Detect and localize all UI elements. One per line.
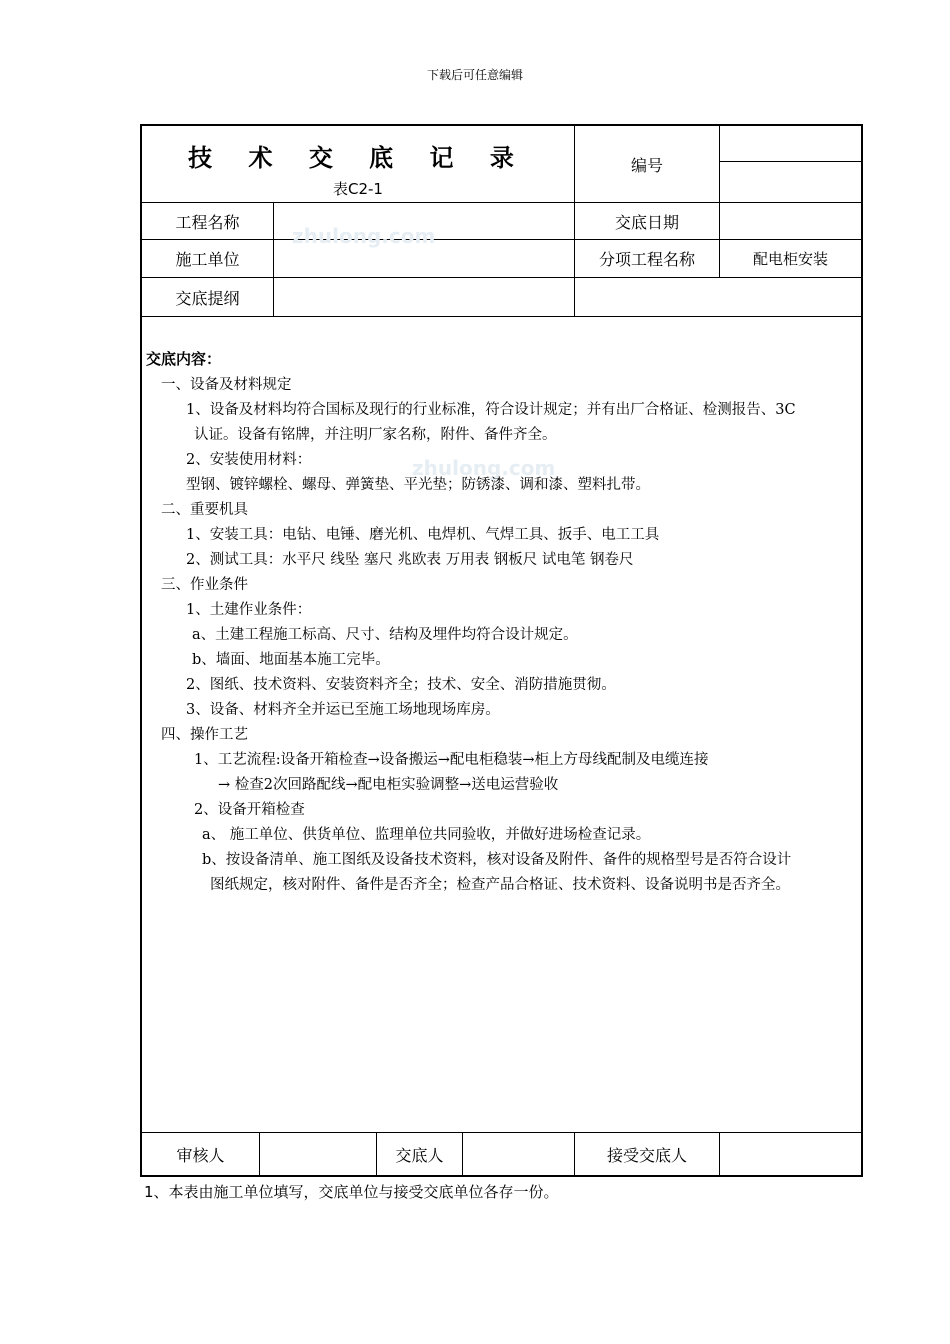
form-title: 技 术 交 底 记 录	[188, 144, 528, 172]
project-name-label: 工程名称	[175, 212, 240, 232]
disclosure-form	[140, 124, 863, 1177]
content-heading: 交底内容：	[146, 350, 222, 368]
content-line: a、土建工程施工标高、尺寸、结构及埋件均符合设计规定。	[192, 627, 578, 643]
content-line: 三、作业条件	[161, 577, 248, 593]
form-code: 表C2-1	[333, 180, 383, 198]
content-line: b、墙面、地面基本施工完毕。	[192, 652, 390, 668]
rule	[142, 316, 861, 317]
content-line: a、 施工单位、供货单位、监理单位共同验收，并做好进场检查记录。	[202, 827, 651, 843]
content-line: 1、土建作业条件：	[186, 602, 312, 618]
watermark-text: zhulong.com	[412, 456, 556, 480]
discloser-label: 交底人	[395, 1145, 444, 1165]
outline-field[interactable]	[274, 278, 861, 316]
reviewer-field[interactable]	[260, 1133, 376, 1175]
discloser-field[interactable]	[463, 1133, 574, 1175]
number-label: 编号	[630, 155, 663, 175]
content-line: 3、设备、材料齐全并运已至施工场地现场库房。	[186, 702, 500, 718]
reviewer-label: 审核人	[176, 1145, 225, 1165]
outline-label: 交底提纲	[175, 288, 240, 308]
content-line: 一、设备及材料规定	[161, 377, 292, 393]
content-line: 2、测试工具：水平尺 线坠 塞尺 兆欧表 万用表 钢板尺 试电笔 钢卷尺	[186, 552, 634, 568]
content-line: 图纸规定，核对附件、备件是否齐全；检查产品合格证、技术资料、设备说明书是否齐全。	[210, 877, 790, 893]
sub-project-label: 分项工程名称	[598, 250, 695, 269]
content-line: 1、工艺流程:设备开箱检查→设备搬运→配电柜稳装→柜上方母线配制及电缆连接	[194, 752, 709, 768]
sub-project-value[interactable]: 配电柜安装	[752, 250, 828, 268]
number-field-2[interactable]	[720, 162, 861, 202]
receiver-field[interactable]	[720, 1133, 861, 1175]
content-line: 2、图纸、技术资料、安装资料齐全；技术、安全、消防措施贯彻。	[186, 677, 616, 693]
contractor-label: 施工单位	[175, 250, 240, 269]
content-line: 1、安装工具：电钻、电锤、磨光机、电焊机、气焊工具、扳手、电工工具	[186, 527, 660, 543]
number-field-1[interactable]	[720, 126, 861, 161]
content-line: 认证。设备有铭牌，并注明厂家名称，附件、备件齐全。	[194, 427, 557, 443]
footnote: 1、本表由施工单位填写，交底单位与接受交底单位各存一份。	[144, 1183, 559, 1201]
watermark-text: zhulong.com	[292, 224, 436, 248]
content-line: 型钢、镀锌螺栓、螺母、弹簧垫、平光垫；防锈漆、调和漆、塑料扎带。	[186, 477, 650, 493]
date-label: 交底日期	[614, 212, 679, 232]
content-line: 二、重要机具	[161, 502, 248, 518]
content-line: 1、设备及材料均符合国标及现行的行业标准，符合设计规定；并有出厂合格证、检测报告、3C	[186, 402, 796, 418]
content-line: → 检查2次回路配线→配电柜实验调整→送电运营验收	[218, 777, 559, 793]
content-line: b、按设备清单、施工图纸及设备技术资料，核对设备及附件、备件的规格型号是否符合设计	[202, 852, 792, 868]
content-line: 2、设备开箱检查	[194, 802, 305, 818]
content-line: 2、安装使用材料：	[186, 452, 312, 468]
date-field[interactable]	[720, 203, 861, 239]
download-note: 下载后可任意编辑	[426, 68, 523, 82]
receiver-label: 接受交底人	[606, 1145, 687, 1165]
content-line: 四、操作工艺	[161, 727, 248, 743]
